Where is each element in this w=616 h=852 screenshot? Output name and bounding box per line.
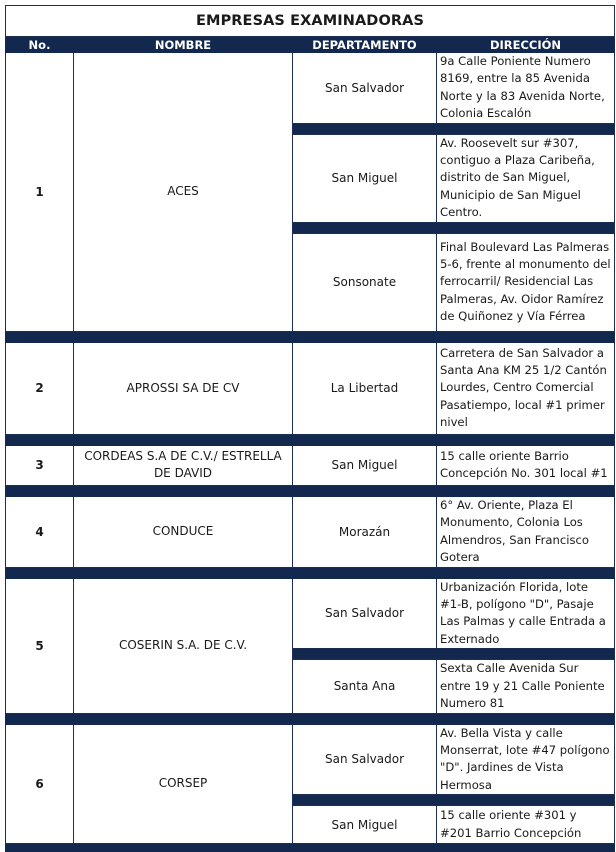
header-departamento: DEPARTAMENTO	[293, 37, 437, 53]
row-number: 2	[6, 342, 74, 434]
table-row	[6, 53, 615, 124]
address-cell: Urbanización Florida, lote #1-B, polígono "D", Pasaje Las Palmas y calle Entrada a Externado	[437, 578, 615, 649]
row-separator	[6, 713, 615, 724]
row-number: 6	[6, 724, 74, 844]
department-cell: Morazán	[293, 496, 437, 567]
address-cell: Carretera de San Salvador a Santa Ana KM 25 1/2 Cantón Lourdes, Centro Comercial Pasatiempo, local #1 primer nivel	[437, 342, 615, 434]
separator-bar	[6, 331, 615, 342]
title-row	[6, 6, 615, 37]
company-name: CONDUCE	[74, 496, 293, 567]
address-cell: Sexta Calle Avenida Sur entre 19 y 21 Calle Poniente Numero 81	[437, 660, 615, 713]
department-cell: San Salvador	[293, 578, 437, 649]
table-row	[6, 496, 615, 567]
separator-bar	[6, 485, 615, 496]
separator-bar	[293, 795, 615, 806]
table-title: EMPRESAS EXAMINADORAS	[6, 6, 615, 37]
department-cell: La Libertad	[293, 342, 437, 434]
header-nombre: NOMBRE	[74, 37, 293, 53]
row-number: 5	[6, 578, 74, 713]
row-separator	[6, 434, 615, 445]
address-cell: 15 calle oriente #301 y #201 Barrio Concepción	[437, 806, 615, 844]
company-name: APROSSI SA DE CV	[74, 342, 293, 434]
address-cell: 15 calle oriente Barrio Concepción No. 301 local #1	[437, 445, 615, 485]
department-cell: San Miguel	[293, 806, 437, 844]
department-cell: San Salvador	[293, 724, 437, 795]
row-separator	[6, 331, 615, 342]
department-cell: Santa Ana	[293, 660, 437, 713]
row-number: 4	[6, 496, 74, 567]
separator-bar	[293, 649, 615, 660]
department-cell: San Miguel	[293, 445, 437, 485]
header-row	[6, 37, 615, 53]
department-cell: Sonsonate	[293, 233, 437, 331]
address-cell: Av. Roosevelt sur #307, contiguo a Plaza Caribeña, distrito de San Miguel, Municipio de San Miguel Centro.	[437, 134, 615, 222]
address-cell: Av. Bella Vista y calle Monserrat, lote #47 polígono "D". Jardines de Vista Hermosa	[437, 724, 615, 795]
separator-bar	[6, 567, 615, 578]
separator-bar	[6, 713, 615, 724]
separator-bar	[6, 434, 615, 445]
company-name: COSERIN S.A. DE C.V.	[74, 578, 293, 713]
row-separator	[6, 844, 615, 852]
document	[5, 5, 614, 852]
company-name: CORDEAS S.A DE C.V./ ESTRELLA DE DAVID	[74, 445, 293, 485]
table-row	[6, 578, 615, 649]
header-no: No.	[6, 37, 74, 53]
department-cell: San Salvador	[293, 53, 437, 124]
empresas-table	[5, 5, 615, 852]
header-direccion: DIRECCIÓN	[437, 37, 615, 53]
address-cell: 6° Av. Oriente, Plaza El Monumento, Colonia Los Almendros, San Francisco Gotera	[437, 496, 615, 567]
separator-bar	[6, 844, 615, 852]
table-row	[6, 724, 615, 795]
row-number: 3	[6, 445, 74, 485]
department-cell: San Miguel	[293, 134, 437, 222]
separator-bar	[293, 123, 615, 134]
address-cell: 9a Calle Poniente Numero 8169, entre la 85 Avenida Norte y la 83 Avenida Norte, Colonia Escalón	[437, 53, 615, 124]
address-cell: Final Boulevard Las Palmeras 5-6, frente al monumento del ferrocarril/ Residencial Las Palmeras, Av. Oidor Ramírez de Quiñonez y Vía Férrea	[437, 233, 615, 331]
table-row	[6, 342, 615, 434]
separator-bar	[293, 222, 615, 233]
company-name: ACES	[74, 53, 293, 332]
row-number: 1	[6, 53, 74, 332]
company-name: CORSEP	[74, 724, 293, 844]
row-separator	[6, 485, 615, 496]
table-row	[6, 445, 615, 485]
row-separator	[6, 567, 615, 578]
